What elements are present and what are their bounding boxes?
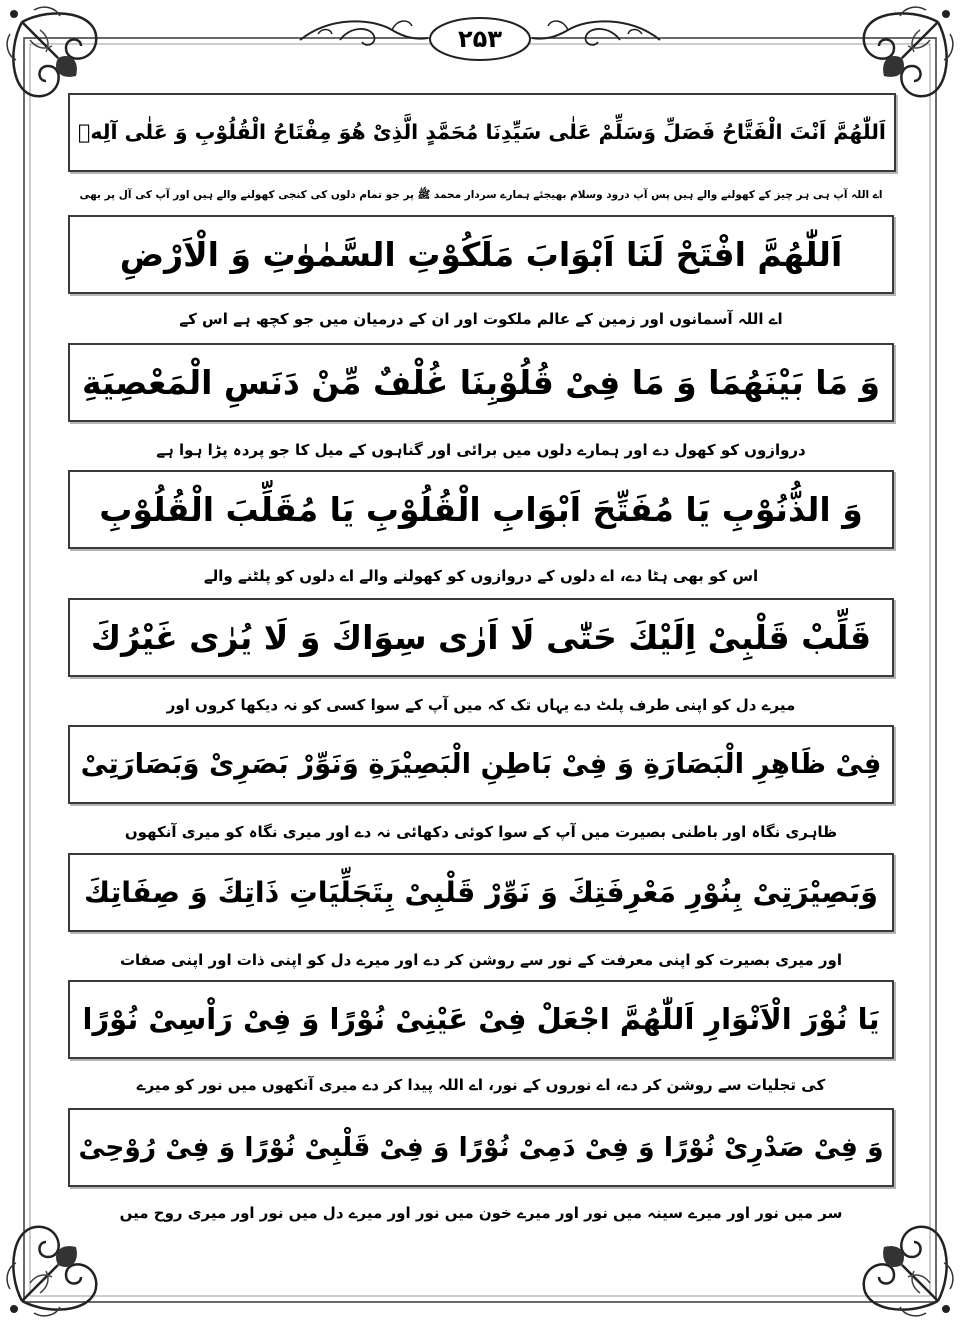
urdu-translation: کی تجلیات سے روشن کر دے، اے نوروں کے نور، اے اللہ پیدا کر دے میری آنکھوں میں نور کو میرے (136, 1076, 826, 1094)
arabic-verse-box (68, 853, 894, 932)
urdu-translation: میرے دل کو اپنی طرف پلٹ دے یہاں تک کہ میں آپ کے سوا کسی کو نہ دیکھا کروں اور (166, 696, 796, 714)
urdu-translation: اے اللہ آسمانوں اور زمین کے عالم ملکوت اور ان کے درمیان میں جو کچھ ہے اس کے (179, 310, 783, 328)
arabic-verse: يَا نُوْرَ الْاَنْوَارِ اَللّٰهُمَّ اجْعَلْ فِىْ عَيْنِىْ نُوْرًا وَ فِىْ رَاْسِىْ نُوْرًا (82, 1002, 880, 1036)
arabic-verse: وَبَصِيْرَتِىْ بِنُوْرِ مَعْرِفَتِكَ وَ نَوِّرْ قَلْبِىْ بِتَجَلِّيَاتِ ذَاتِكَ وَ صِفَاتِكَ (84, 876, 878, 909)
arabic-verse-box (68, 470, 894, 549)
arabic-verse: قَلِّبْ قَلْبِىْ اِلَيْكَ حَتّٰى لَا اَرٰى سِوَاكَ وَ لَا يُرٰى غَيْرُكَ (90, 618, 872, 657)
corner-ornament-top-right (864, 7, 953, 96)
arabic-verse-box (68, 598, 894, 677)
arabic-verse: وَ فِىْ صَدْرِىْ نُوْرًا وَ فِىْ دَمِىْ نُوْرًا وَ فِىْ قَلْبِىْ نُوْرًا وَ فِىْ رُوْحِىْ (78, 1132, 884, 1163)
arabic-verse: وَ مَا بَيْنَهُمَا وَ مَا فِىْ قُلُوْبِنَا غُلْفٌ مِّنْ دَنَسِ الْمَعْصِيَةِ (81, 363, 881, 402)
urdu-translation: اور میری بصیرت کو اپنی معرفت کے نور سے روشن کر دے اور میرے دل کو اپنی ذات اور اپنی صفات (119, 951, 843, 969)
page-number: ۲۵۳ (458, 25, 502, 53)
corner-ornament-top-left (7, 7, 96, 96)
arabic-verse: وَ الذُّنُوْبِ يَا مُفَتِّحَ اَبْوَابِ الْقُلُوْبِ يَا مُقَلِّبَ الْقُلُوْبِ (99, 490, 863, 529)
arabic-verse-box (68, 93, 896, 172)
urdu-translation: اس کو بھی ہٹا دے، اے دلوں کے دروازوں کو کھولنے والے اے دلوں کو پلٹنے والے (203, 567, 759, 585)
urdu-translation: اے اللہ آپ ہی ہر چیز کے کھولنے والے ہیں پس آپ درود وسلام بھیجئے ہمارے سردار محمد ﷺ پر جو تمام دلوں کی کنجی کھولنے والے ہیں اور آپ کی آل پر بھی (79, 189, 883, 201)
arabic-verse-box (68, 215, 894, 294)
urdu-translation: دروازوں کو کھول دے اور ہمارے دلوں میں برائی اور گناہوں کے میل کا جو پردہ پڑا ہوا ہے (156, 441, 806, 459)
arabic-verse-box (68, 343, 894, 422)
arabic-verse: اَللّٰهُمَّ افْتَحْ لَنَا اَبْوَابَ مَلَكُوْتِ السَّمٰوٰتِ وَ الْاَرْضِ (119, 235, 843, 274)
arabic-verse-box (68, 1108, 894, 1187)
arabic-verse-box (68, 980, 894, 1059)
arabic-verse: فِىْ ظَاهِرِ الْبَصَارَةِ وَ فِىْ بَاطِنِ الْبَصِيْرَةِ وَنَوِّرْ بَصَرِىْ وَبَصَارَتِىْ (80, 748, 882, 780)
top-flourish-left (300, 21, 428, 45)
top-flourish-right (532, 21, 660, 45)
urdu-translation: سر میں نور اور میرے سینہ میں نور اور میرے خون میں نور اور میرے دل میں نور اور میری روح میں (119, 1204, 843, 1222)
arabic-verse-box (68, 725, 894, 804)
arabic-verse: اَللّٰهُمَّ اَنْتَ الْفَتَّاحُ فَصَلِّ وَسَلِّمْ عَلٰى سَيِّدِنَا مُحَمَّدٍ الَّذِىْ هُوَ مِفْتَاحُ الْقُلُوْبِ وَ عَلٰى آلِهٖ (78, 120, 886, 144)
urdu-translation: ظاہری نگاہ اور باطنی بصیرت میں آپ کے سوا کوئی دکھائی نہ دے اور میری نگاہ کو میری آنکھوں (124, 823, 838, 841)
